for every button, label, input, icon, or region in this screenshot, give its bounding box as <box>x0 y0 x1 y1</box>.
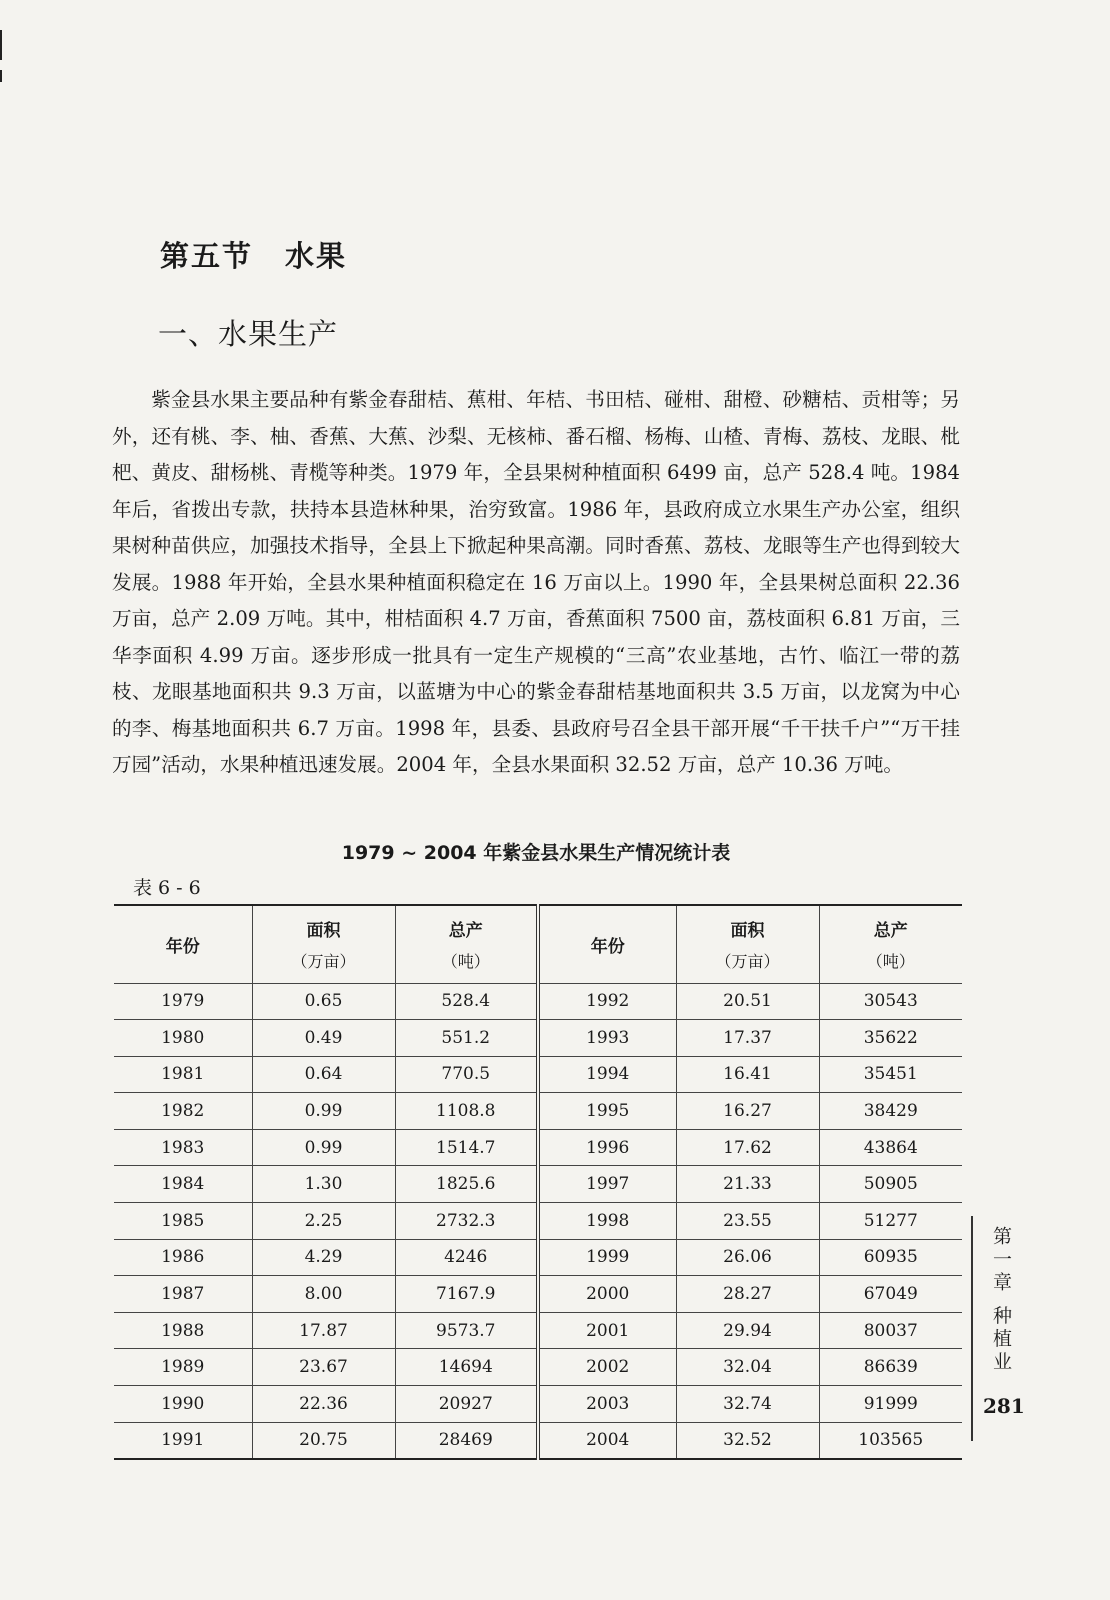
table-cell: 1108.8 <box>395 1093 538 1130</box>
table-cell: 1992 <box>538 983 676 1020</box>
table-row <box>114 1056 962 1093</box>
body-paragraph: 紫金县水果主要品种有紫金春甜桔、蕉柑、年桔、书田桔、碰柑、甜橙、砂糖桔、贡柑等；另外，还有桃、李、柚、香蕉、大蕉、沙梨、无核柿、番石榴、杨梅、山楂、青梅、荔枝、龙眼、枇杷、黄皮、甜杨桃、青榄等种类。1979 年，全县果树种植面积 6499 亩，总产 528.4 吨。1984 年后，省拨出专款，扶持本县造林种果，治穷致富。1986 年，县政府成立水果生产办公室，组织果树种苗供应，加强技术指导，全县上下掀起种果高潮。同时香蕉、荔枝、龙眼等生产也得到较大发展。1988 年开始，全县水果种植面积稳定在 16 万亩以上。1990 年，全县果树总面积 22.36 万亩，总产 2.09 万吨。其中，柑桔面积 4.7 万亩，香蕉面积 7500 亩，荔枝面积 6.81 万亩，三华李面积 4.99 万亩。逐步形成一批具有一定生产规模的“三高”农业基地，古竹、临江一带的荔枝、龙眼基地面积共 9.3 万亩，以蓝塘为中心的紫金春甜桔基地面积共 3.5 万亩，以龙窝为中心的李、梅基地面积共 6.7 万亩。1998 年，县委、县政府号召全县干部开展“千干扶千户”“万干挂万园”活动，水果种植迅速发展。2004 年，全县水果面积 32.52 万亩，总产 10.36 万吨。 <box>112 388 960 776</box>
table-row <box>114 1093 962 1130</box>
table-cell: 1990 <box>114 1386 252 1423</box>
table-cell: 1514.7 <box>395 1129 538 1166</box>
header-year-right: 年份 <box>538 905 676 983</box>
table-cell: 1984 <box>114 1166 252 1203</box>
table-row <box>114 1020 962 1057</box>
table-cell: 8.00 <box>252 1276 395 1313</box>
table-cell: 1981 <box>114 1056 252 1093</box>
table-row <box>114 1203 962 1240</box>
header-production: 总产 （吨） <box>395 905 538 983</box>
header-production-unit-right: （吨） <box>866 952 915 972</box>
subsection-title: 一、水果生产 <box>158 317 339 351</box>
table-cell: 2003 <box>538 1386 676 1423</box>
table-cell: 35451 <box>819 1056 962 1093</box>
table-row <box>114 1166 962 1203</box>
table-cell: 1996 <box>538 1129 676 1166</box>
left-edge-mark-top <box>0 30 2 60</box>
table-row <box>114 1276 962 1313</box>
table-row <box>114 1349 962 1386</box>
table-cell: 1991 <box>114 1422 252 1459</box>
table-cell: 1993 <box>538 1020 676 1057</box>
table-row <box>114 1312 962 1349</box>
page-number: 281 <box>983 1394 1025 1418</box>
table-cell: 35622 <box>819 1020 962 1057</box>
table-cell: 1986 <box>114 1239 252 1276</box>
table-cell: 551.2 <box>395 1020 538 1057</box>
table-cell: 38429 <box>819 1093 962 1130</box>
table-cell: 9573.7 <box>395 1312 538 1349</box>
table-cell: 16.27 <box>676 1093 819 1130</box>
table-cell: 16.41 <box>676 1056 819 1093</box>
table-cell: 20.75 <box>252 1422 395 1459</box>
table-cell: 17.37 <box>676 1020 819 1057</box>
table-cell: 0.99 <box>252 1093 395 1130</box>
table-cell: 32.74 <box>676 1386 819 1423</box>
table-cell: 14694 <box>395 1349 538 1386</box>
table-cell: 32.04 <box>676 1349 819 1386</box>
header-area: 面积 （万亩） <box>252 905 395 983</box>
table-cell: 67049 <box>819 1276 962 1313</box>
table-cell: 2000 <box>538 1276 676 1313</box>
table-cell: 32.52 <box>676 1422 819 1459</box>
table-cell: 86639 <box>819 1349 962 1386</box>
table-cell: 80037 <box>819 1312 962 1349</box>
section-label: 第五节 <box>160 239 254 273</box>
table-header-row <box>114 905 962 983</box>
table-cell: 1994 <box>538 1056 676 1093</box>
table-cell: 17.62 <box>676 1129 819 1166</box>
table-cell: 1997 <box>538 1166 676 1203</box>
table-number: 表 6 - 6 <box>133 877 201 899</box>
table-cell: 0.49 <box>252 1020 395 1057</box>
table-cell: 20927 <box>395 1386 538 1423</box>
table-cell: 0.65 <box>252 983 395 1020</box>
chapter-side-label: 第一章 种植业 <box>990 1226 1012 1375</box>
table-cell: 2732.3 <box>395 1203 538 1240</box>
table-cell: 22.36 <box>252 1386 395 1423</box>
header-year: 年份 <box>114 905 252 983</box>
table-cell: 1.30 <box>252 1166 395 1203</box>
table-cell: 4246 <box>395 1239 538 1276</box>
table-cell: 51277 <box>819 1203 962 1240</box>
table-cell: 21.33 <box>676 1166 819 1203</box>
header-production-unit: （吨） <box>441 952 490 972</box>
table-cell: 23.67 <box>252 1349 395 1386</box>
table-caption: 1979 ~ 2004 年紫金县水果生产情况统计表 <box>341 842 731 864</box>
table-cell: 1995 <box>538 1093 676 1130</box>
table-cell: 1825.6 <box>395 1166 538 1203</box>
table-row <box>114 1422 962 1459</box>
side-tab-rule <box>971 1216 973 1441</box>
table-cell: 60935 <box>819 1239 962 1276</box>
table-cell: 2001 <box>538 1312 676 1349</box>
table-cell: 20.51 <box>676 983 819 1020</box>
table-cell: 0.64 <box>252 1056 395 1093</box>
table-cell: 1983 <box>114 1129 252 1166</box>
table-cell: 1989 <box>114 1349 252 1386</box>
header-area-right: 面积 （万亩） <box>676 905 819 983</box>
table-cell: 1988 <box>114 1312 252 1349</box>
header-area-unit: （万亩） <box>291 952 356 972</box>
table-cell: 2002 <box>538 1349 676 1386</box>
fruit-production-table <box>114 904 962 1460</box>
table-cell: 30543 <box>819 983 962 1020</box>
table-cell: 4.29 <box>252 1239 395 1276</box>
table-cell: 1982 <box>114 1093 252 1130</box>
table-cell: 1979 <box>114 983 252 1020</box>
table-cell: 43864 <box>819 1129 962 1166</box>
table-cell: 1987 <box>114 1276 252 1313</box>
table-cell: 29.94 <box>676 1312 819 1349</box>
table-cell: 2.25 <box>252 1203 395 1240</box>
left-edge-mark-bottom <box>0 70 2 82</box>
table-cell: 28469 <box>395 1422 538 1459</box>
table-cell: 7167.9 <box>395 1276 538 1313</box>
table-cell: 770.5 <box>395 1056 538 1093</box>
table-cell: 50905 <box>819 1166 962 1203</box>
section-name: 水果 <box>285 239 348 273</box>
table-cell: 26.06 <box>676 1239 819 1276</box>
table-row <box>114 1386 962 1423</box>
table-cell: 1985 <box>114 1203 252 1240</box>
table-cell: 91999 <box>819 1386 962 1423</box>
header-area-unit-right: （万亩） <box>715 952 780 972</box>
table-cell: 103565 <box>819 1422 962 1459</box>
table-row <box>114 983 962 1020</box>
section-title <box>160 234 347 275</box>
table-cell: 1999 <box>538 1239 676 1276</box>
table-cell: 0.99 <box>252 1129 395 1166</box>
table-cell: 23.55 <box>676 1203 819 1240</box>
table-cell: 528.4 <box>395 983 538 1020</box>
table-row <box>114 1129 962 1166</box>
table-cell: 1980 <box>114 1020 252 1057</box>
table-cell: 2004 <box>538 1422 676 1459</box>
table-cell: 1998 <box>538 1203 676 1240</box>
table-cell: 28.27 <box>676 1276 819 1313</box>
header-production-right: 总产 （吨） <box>819 905 962 983</box>
table-row <box>114 1239 962 1276</box>
table-cell: 17.87 <box>252 1312 395 1349</box>
